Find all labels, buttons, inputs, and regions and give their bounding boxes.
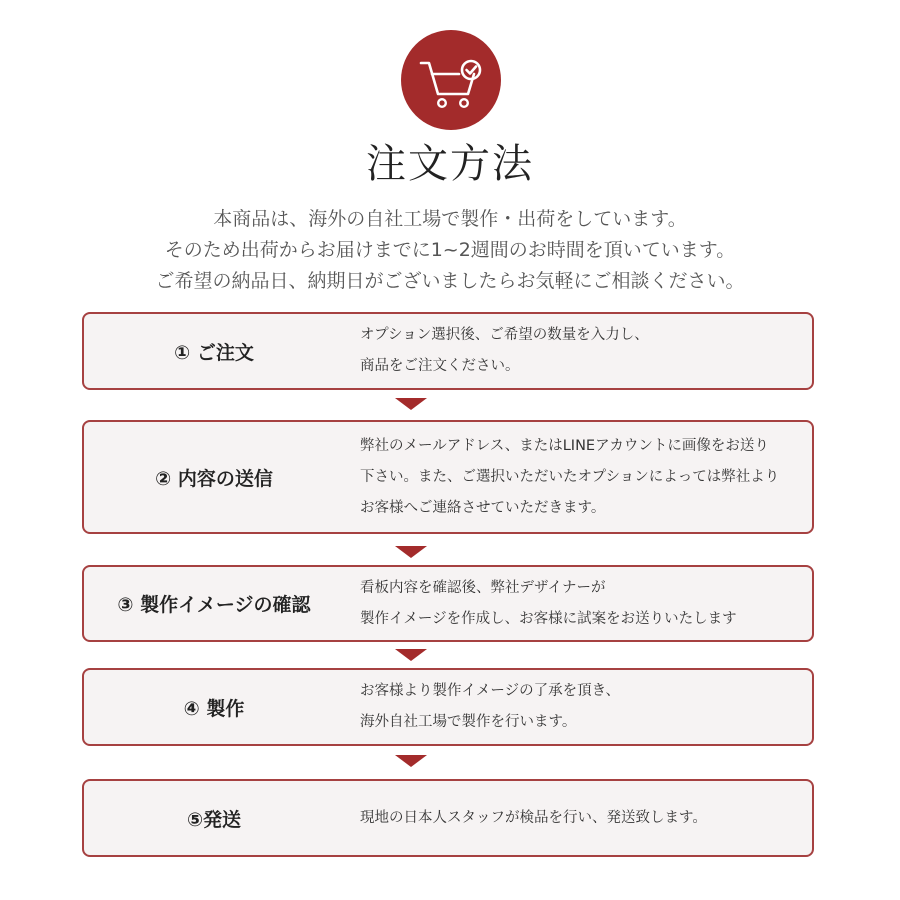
step-description [360, 781, 806, 855]
step-description-line: 製作イメージを作成し、お客様に試案をお送りいたします [360, 610, 737, 627]
intro-line: 本商品は、海外の自社工場で製作・出荷をしています。 [213, 208, 687, 230]
step-label: ① ご注文 [174, 341, 254, 364]
cart-icon-badge [401, 30, 501, 130]
down-arrow-icon [395, 546, 427, 558]
step-description-line: 看板内容を確認後、弊社デザイナーが [360, 579, 606, 596]
intro-line: ご希望の納品日、納期日がございましたらお気軽にご相談ください。 [155, 270, 745, 292]
step-description-line: 弊社のメールアドレス、またはLINEアカウントに画像をお送り [360, 437, 769, 454]
down-arrow-icon [395, 755, 427, 767]
step-label: ⑤発送 [186, 808, 242, 831]
step-description [360, 567, 806, 640]
step-card-send-content [82, 420, 814, 534]
step-label: ② 内容の送信 [155, 467, 273, 490]
shopping-cart-check-icon [401, 30, 501, 130]
step-description-line: 下さい。また、ご選択いただいたオプションによっては弊社より [360, 468, 780, 485]
step-card-image-confirmation [82, 565, 814, 642]
step-label: ③ 製作イメージの確認 [117, 594, 311, 616]
page-title: 注文方法 [366, 141, 534, 187]
down-arrow-icon [395, 649, 427, 661]
step-description-line: お客様より製作イメージの了承を頂き、 [360, 683, 620, 699]
step-card-shipping [82, 779, 814, 857]
step-card-order [82, 312, 814, 390]
step-card-production [82, 668, 814, 746]
step-label: ④ 製作 [183, 697, 245, 720]
step-description [360, 314, 806, 388]
step-description [360, 670, 806, 744]
step-description-line: 商品をご注文ください。 [360, 358, 520, 374]
down-arrow-icon [395, 398, 427, 410]
intro-text [0, 204, 900, 297]
step-description-line: お客様へご連絡させていただきます。 [360, 499, 606, 516]
intro-line: そのため出荷からお届けまでに1~2週間のお時間を頂いています。 [164, 239, 736, 261]
step-description [360, 422, 806, 532]
step-description-line: 現地の日本人スタッフが検品を行い、発送致します。 [360, 809, 707, 826]
step-description-line: オプション選択後、ご希望の数量を入力し、 [360, 327, 649, 343]
step-description-line: 海外自社工場で製作を行います。 [360, 714, 577, 730]
